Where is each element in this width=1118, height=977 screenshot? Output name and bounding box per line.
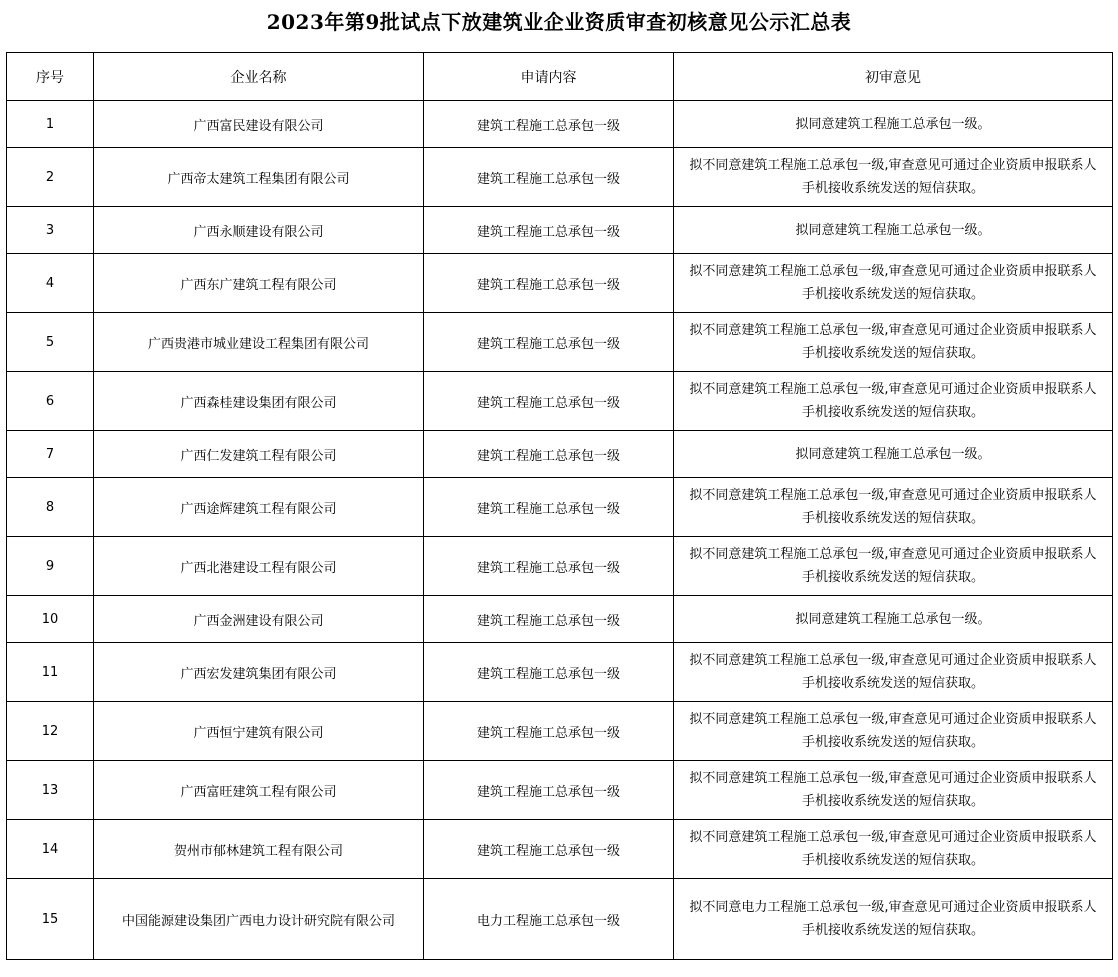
row-index: 3 [7, 207, 94, 254]
review-opinion-text: 拟不同意建筑工程施工总承包一级,审查意见可通过企业资质申报联系人手机接收系统发送的短信获取。 [689, 771, 1097, 809]
table-row [7, 596, 1113, 643]
row-index: 4 [7, 254, 94, 313]
table-row [7, 643, 1113, 702]
table-body [7, 101, 1113, 960]
row-index: 11 [7, 643, 94, 702]
application-content: 建筑工程施工总承包一级 [424, 537, 674, 596]
table-row [7, 207, 1113, 254]
row-index: 7 [7, 431, 94, 478]
review-opinion [674, 148, 1113, 207]
company-name: 广西富旺建筑工程有限公司 [94, 761, 424, 820]
row-index: 13 [7, 761, 94, 820]
review-opinion [674, 596, 1113, 643]
review-opinion [674, 313, 1113, 372]
review-opinion [674, 254, 1113, 313]
row-index: 8 [7, 478, 94, 537]
company-name: 广西森桂建设集团有限公司 [94, 372, 424, 431]
row-index: 15 [7, 879, 94, 960]
application-content: 建筑工程施工总承包一级 [424, 761, 674, 820]
table-row [7, 820, 1113, 879]
review-opinion [674, 879, 1113, 960]
review-opinion-text: 拟不同意建筑工程施工总承包一级,审查意见可通过企业资质申报联系人手机接收系统发送的短信获取。 [689, 158, 1097, 196]
column-header-company: 企业名称 [94, 53, 424, 101]
row-index: 2 [7, 148, 94, 207]
review-opinion [674, 101, 1113, 148]
company-name: 广西恒宁建筑有限公司 [94, 702, 424, 761]
review-opinion-text: 拟不同意建筑工程施工总承包一级,审查意见可通过企业资质申报联系人手机接收系统发送的短信获取。 [689, 653, 1097, 691]
review-opinion [674, 702, 1113, 761]
row-index: 5 [7, 313, 94, 372]
review-opinion [674, 761, 1113, 820]
review-opinion-text: 拟不同意建筑工程施工总承包一级,审查意见可通过企业资质申报联系人手机接收系统发送的短信获取。 [689, 264, 1097, 302]
row-index: 9 [7, 537, 94, 596]
review-opinion-text: 拟同意建筑工程施工总承包一级。 [795, 611, 991, 627]
review-opinion-text: 拟不同意电力工程施工总承包一级,审查意见可通过企业资质申报联系人手机接收系统发送的短信获取。 [689, 900, 1097, 938]
row-index: 12 [7, 702, 94, 761]
column-header-content: 申请内容 [424, 53, 674, 101]
table-row [7, 148, 1113, 207]
review-opinion-text: 拟不同意建筑工程施工总承包一级,审查意见可通过企业资质申报联系人手机接收系统发送的短信获取。 [689, 712, 1097, 750]
table-row [7, 702, 1113, 761]
company-name: 广西宏发建筑集团有限公司 [94, 643, 424, 702]
application-content: 电力工程施工总承包一级 [424, 879, 674, 960]
review-opinion-text: 拟同意建筑工程施工总承包一级。 [795, 446, 991, 462]
company-name: 中国能源建设集团广西电力设计研究院有限公司 [94, 879, 424, 960]
page-title: 2023年第9批试点下放建筑业企业资质审查初核意见公示汇总表 [266, 10, 852, 34]
row-index: 10 [7, 596, 94, 643]
column-header-opinion: 初审意见 [674, 53, 1113, 101]
review-opinion-text: 拟同意建筑工程施工总承包一级。 [795, 222, 991, 238]
table-row [7, 101, 1113, 148]
application-content: 建筑工程施工总承包一级 [424, 596, 674, 643]
review-opinion [674, 372, 1113, 431]
company-name: 广西仁发建筑工程有限公司 [94, 431, 424, 478]
review-opinion [674, 537, 1113, 596]
table-row [7, 478, 1113, 537]
company-name: 贺州市郁林建筑工程有限公司 [94, 820, 424, 879]
review-opinion-text: 拟不同意建筑工程施工总承包一级,审查意见可通过企业资质申报联系人手机接收系统发送的短信获取。 [689, 323, 1097, 361]
review-opinion [674, 431, 1113, 478]
table-row [7, 254, 1113, 313]
table-row [7, 537, 1113, 596]
company-name: 广西富民建设有限公司 [94, 101, 424, 148]
application-content: 建筑工程施工总承包一级 [424, 148, 674, 207]
review-opinion [674, 643, 1113, 702]
application-content: 建筑工程施工总承包一级 [424, 207, 674, 254]
review-opinion-text: 拟不同意建筑工程施工总承包一级,审查意见可通过企业资质申报联系人手机接收系统发送的短信获取。 [689, 382, 1097, 420]
table-row [7, 372, 1113, 431]
application-content: 建筑工程施工总承包一级 [424, 643, 674, 702]
table-row [7, 879, 1113, 960]
company-name: 广西途辉建筑工程有限公司 [94, 478, 424, 537]
table-row [7, 761, 1113, 820]
table-header-row [7, 53, 1113, 101]
company-name: 广西永顺建设有限公司 [94, 207, 424, 254]
company-name: 广西金洲建设有限公司 [94, 596, 424, 643]
application-content: 建筑工程施工总承包一级 [424, 372, 674, 431]
table-row [7, 431, 1113, 478]
table-row [7, 313, 1113, 372]
application-content: 建筑工程施工总承包一级 [424, 431, 674, 478]
company-name: 广西帝太建筑工程集团有限公司 [94, 148, 424, 207]
row-index: 1 [7, 101, 94, 148]
review-opinion-text: 拟同意建筑工程施工总承包一级。 [795, 116, 991, 132]
review-opinion [674, 478, 1113, 537]
company-name: 广西北港建设工程有限公司 [94, 537, 424, 596]
review-opinion [674, 207, 1113, 254]
company-name: 广西贵港市城业建设工程集团有限公司 [94, 313, 424, 372]
review-opinion-text: 拟不同意建筑工程施工总承包一级,审查意见可通过企业资质申报联系人手机接收系统发送的短信获取。 [689, 547, 1097, 585]
row-index: 14 [7, 820, 94, 879]
review-opinion-text: 拟不同意建筑工程施工总承包一级,审查意见可通过企业资质申报联系人手机接收系统发送的短信获取。 [689, 488, 1097, 526]
application-content: 建筑工程施工总承包一级 [424, 254, 674, 313]
company-name: 广西东广建筑工程有限公司 [94, 254, 424, 313]
application-content: 建筑工程施工总承包一级 [424, 702, 674, 761]
row-index: 6 [7, 372, 94, 431]
application-content: 建筑工程施工总承包一级 [424, 101, 674, 148]
review-opinion-text: 拟不同意建筑工程施工总承包一级,审查意见可通过企业资质申报联系人手机接收系统发送的短信获取。 [689, 830, 1097, 868]
review-opinion [674, 820, 1113, 879]
summary-table [6, 52, 1113, 960]
application-content: 建筑工程施工总承包一级 [424, 478, 674, 537]
application-content: 建筑工程施工总承包一级 [424, 313, 674, 372]
column-header-index: 序号 [7, 53, 94, 101]
application-content: 建筑工程施工总承包一级 [424, 820, 674, 879]
